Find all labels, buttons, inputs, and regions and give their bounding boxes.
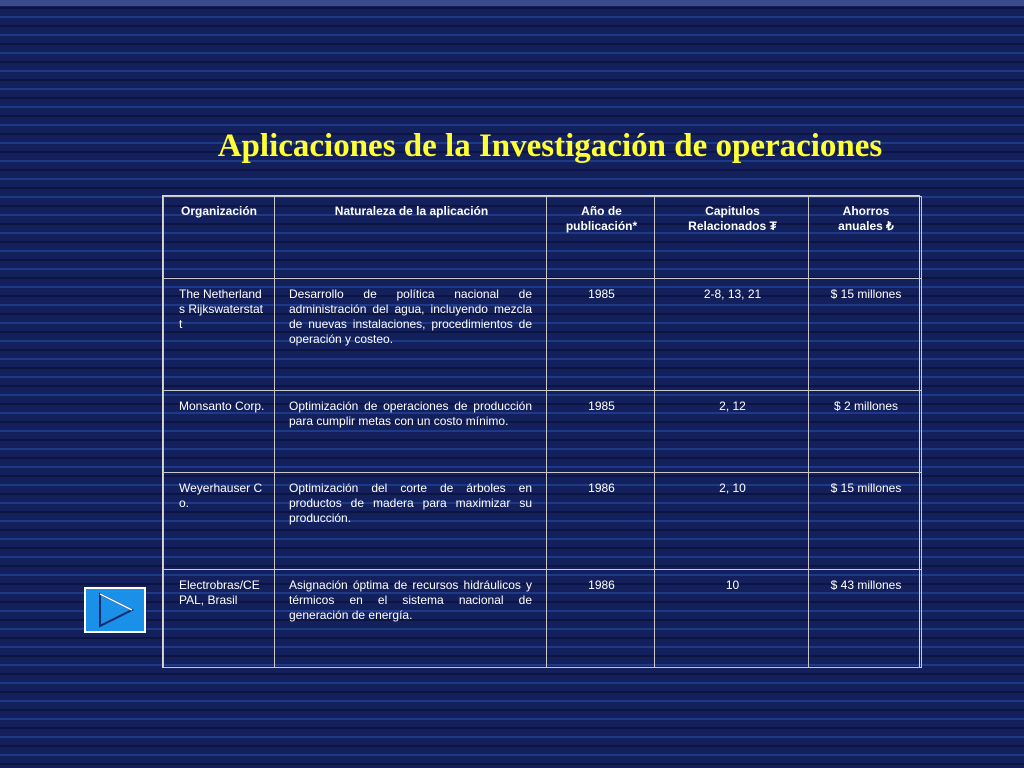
- applications-table: [162, 195, 920, 668]
- cell-organization: Weyerhauser Co.: [164, 473, 275, 570]
- cell-year: 1985: [547, 391, 655, 473]
- cell-nature: Optimización del corte de árboles en productos de madera para maximizar su producción.: [275, 473, 547, 570]
- cell-chapters: 10: [655, 570, 809, 668]
- cell-year: 1985: [547, 279, 655, 391]
- cell-chapters: 2, 10: [655, 473, 809, 570]
- table-row: [164, 279, 922, 391]
- table-row: [164, 570, 922, 668]
- cell-year: 1986: [547, 570, 655, 668]
- cell-organization: The Netherlands Rijkswaterstatt: [164, 279, 275, 391]
- cell-nature: Optimización de operaciones de producción para cumplir metas con un costo mínimo.: [275, 391, 547, 473]
- header-savings: Ahorros anuales ₺: [809, 197, 922, 279]
- slide-title: Aplicaciones de la Investigación de operaciones: [217, 128, 883, 164]
- cell-savings: $ 15 millones: [809, 473, 922, 570]
- cell-year: 1986: [547, 473, 655, 570]
- cell-savings: $ 15 millones: [809, 279, 922, 391]
- table-row: [164, 391, 922, 473]
- cell-nature: Desarrollo de política nacional de administración del agua, incluyendo mezcla de nuevas instalaciones, procedimientos de operación y costeo.: [275, 279, 547, 391]
- header-chapters: Capitulos Relacionados ₮: [655, 197, 809, 279]
- play-triangle-icon: [86, 589, 144, 631]
- cell-organization: Electrobras/CEPAL, Brasil: [164, 570, 275, 668]
- header-year: Año de publicación*: [547, 197, 655, 279]
- cell-nature: Asignación óptima de recursos hidráulicos y térmicos en el sistema nacional de generación de energía.: [275, 570, 547, 668]
- cell-savings: $ 2 millones: [809, 391, 922, 473]
- top-border: [0, 0, 1024, 6]
- next-slide-button[interactable]: [84, 587, 146, 633]
- cell-organization: Monsanto Corp.: [164, 391, 275, 473]
- header-nature: Naturaleza de la aplicación: [275, 197, 547, 279]
- cell-chapters: 2-8, 13, 21: [655, 279, 809, 391]
- table-header-row: [164, 197, 922, 279]
- header-organization: Organización: [164, 197, 275, 279]
- cell-savings: $ 43 millones: [809, 570, 922, 668]
- table-row: [164, 473, 922, 570]
- cell-chapters: 2, 12: [655, 391, 809, 473]
